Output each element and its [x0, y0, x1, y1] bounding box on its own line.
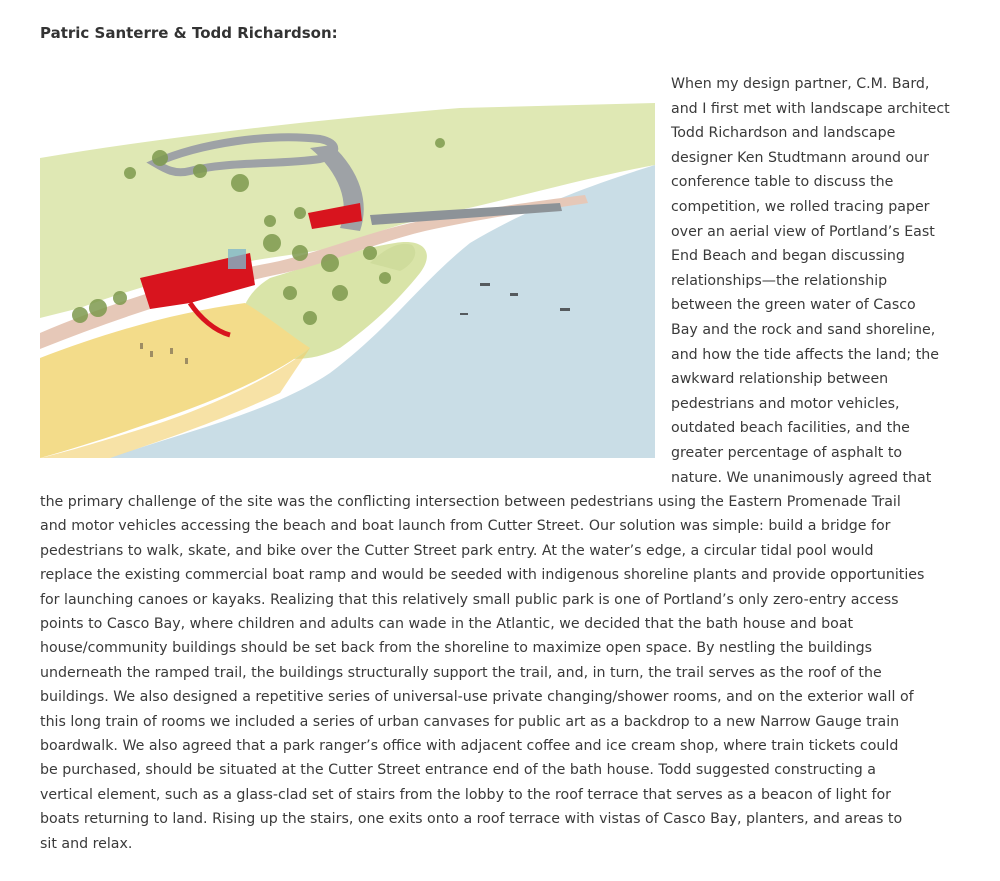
text-line: be purchased, should be situated at the Cutter Street entrance end of the bath house. Todd suggested constructing a	[40, 762, 876, 779]
body-text	[40, 490, 970, 856]
site-plan-illustration	[40, 103, 655, 458]
text-line: pedestrians to walk, skate, and bike over the Cutter Street park entry. At the water’s edge, a circular tidal pool would	[40, 542, 874, 559]
text-line: and motor vehicles accessing the beach and boat launch from Cutter Street. Our solution was simple: build a bridge for	[40, 518, 891, 535]
text-line: and I first met with landscape architect	[671, 100, 950, 117]
text-line: Bay and the rock and sand shoreline,	[671, 321, 936, 338]
text-line: Todd Richardson and landscape	[671, 125, 896, 142]
text-line: the primary challenge of the site was the conflicting intersection between pedestrians using the Eastern Promenade Trail	[40, 494, 901, 510]
text-line: underneath the ramped trail, the buildings structurally support the trail, and, in turn, the trail serves as the roof of the	[40, 664, 882, 681]
text-line: buildings. We also designed a repetitive series of universal-use private changing/shower rooms, and on the exterior wall of	[40, 689, 914, 706]
text-line: conference table to discuss the	[671, 174, 894, 191]
text-line: replace the existing commercial boat ramp and would be seeded with indigenous shoreline plants and provide opportunities	[40, 567, 925, 584]
text-line: awkward relationship between	[671, 371, 889, 388]
text-line: boardwalk. We also agreed that a park ranger’s office with adjacent coffee and ice cream shop, where train tickets could	[40, 738, 899, 755]
text-line: When my design partner, C.M. Bard,	[671, 76, 930, 92]
text-line: this long train of rooms we included a series of urban canvases for public art as a backdrop to a new Narrow Gauge train	[40, 713, 900, 730]
text-line: between the green water of Casco	[671, 297, 916, 314]
text-line: over an aerial view of Portland’s East	[671, 223, 935, 240]
text-line: vertical element, such as a glass-clad set of stairs from the lobby to the roof terrace that serves as a beacon of light for	[40, 786, 891, 803]
text-line: designer Ken Studtmann around our	[671, 149, 929, 166]
glass-stair	[228, 249, 246, 269]
text-line: competition, we rolled tracing paper	[671, 198, 930, 215]
text-line: outdated beach facilities, and the	[671, 420, 910, 437]
article-heading: Patric Santerre & Todd Richardson:	[40, 24, 338, 42]
text-line: boats returning to land. Rising up the stairs, one exits onto a roof terrace with vistas of Casco Bay, planters, and areas to	[40, 811, 903, 828]
text-line: for launching canoes or kayaks. Realizing that this relatively small public park is one of Portland’s only zero-entry access	[40, 591, 899, 608]
text-line: points to Casco Bay, where children and adults can wade in the Atlantic, we decided that the bath house and boat	[40, 616, 854, 633]
text-line: and how the tide affects the land; the	[671, 346, 939, 363]
text-line: relationships—the relationship	[671, 272, 888, 289]
text-line: pedestrians and motor vehicles,	[671, 395, 900, 412]
text-line: sit and relax.	[40, 835, 133, 852]
side-column-text	[671, 72, 971, 490]
text-line: house/community buildings should be set back from the shoreline to maximize open space. By nestling the buildings	[40, 640, 873, 657]
text-line: nature. We unanimously agreed that	[671, 469, 932, 486]
text-line: End Beach and began discussing	[671, 248, 905, 265]
text-line: greater percentage of asphalt to	[671, 444, 903, 461]
